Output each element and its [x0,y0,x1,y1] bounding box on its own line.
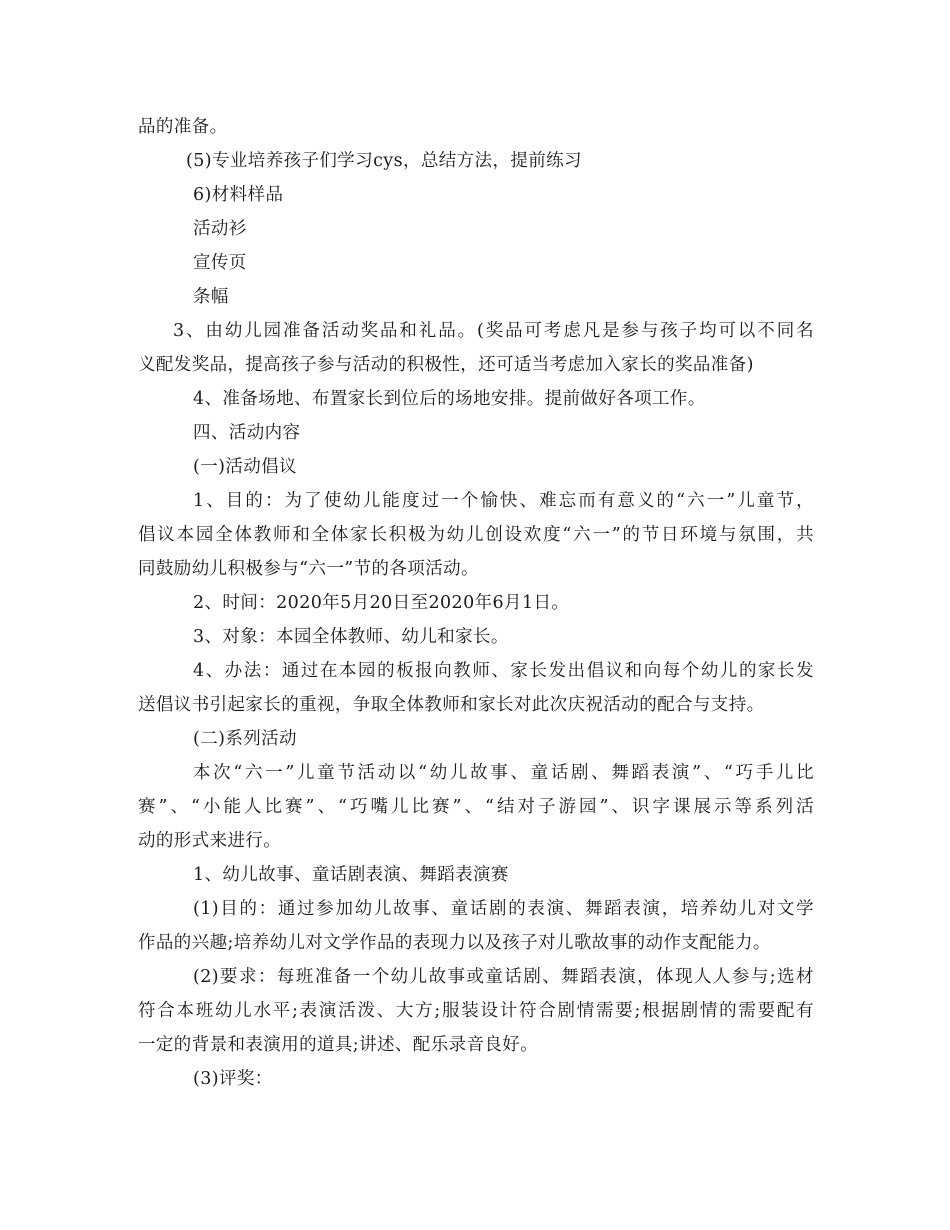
text-line: 1、目的：为了使幼儿能度过一个愉快、难忘而有意义的“六一”儿童节， [193,491,814,511]
text-line: 宣传页 [193,253,247,273]
text-line: 4、准备场地、布置家长到位后的场地安排。提前做好各项工作。 [193,389,706,409]
text-line: (5)专业培养孩子们学习cys，总结方法，提前练习 [186,151,582,171]
text-line: 作品的兴趣;培养幼儿对文学作品的表现力以及孩子对儿歌故事的动作支配能力。 [138,933,771,953]
text-line: 赛”、“小能人比赛”、“巧嘴儿比赛”、“结对子游园”、识字课展示等系列活 [138,797,814,817]
text-line: (3)评奖： [193,1069,273,1089]
subsection-heading: (一)活动倡议 [193,457,297,477]
text-line: 符合本班幼儿水平;表演活泼、大方;服装设计符合剧情需要;根据剧情的需要配有 [138,1001,814,1021]
text-line: 送倡议书引起家长的重视，争取全体教师和家长对此次庆祝活动的配合与支持。 [138,695,765,715]
text-line: 倡议本园全体教师和全体家长积极为幼儿创设欢度“六一”的节日环境与氛围，共 [138,525,814,545]
text-line: 活动衫 [193,219,247,239]
text-line: (2)要求：每班准备一个幼儿故事或童话剧、舞蹈表演，体现人人参与;选材 [193,967,814,987]
text-line: 2、时间：2020年5月20日至2020年6月1日。 [193,593,570,613]
section-heading: 四、活动内容 [193,423,301,443]
text-line: 条幅 [193,287,229,307]
text-line: 6)材料样品 [193,185,284,205]
text-line: (1)目的：通过参加幼儿故事、童话剧的表演、舞蹈表演，培养幼儿对文学 [193,899,814,919]
text-line: 3、由幼儿园准备活动奖品和礼品。(奖品可考虑凡是参与孩子均可以不同名 [173,321,814,341]
text-line: 品的准备。 [138,117,228,137]
document-body [138,110,814,1096]
item-heading: 1、幼儿故事、童话剧表演、舞蹈表演赛 [193,865,509,885]
text-line: 同鼓励幼儿积极参与“六一”节的各项活动。 [138,559,479,579]
text-line: 一定的背景和表演用的道具;讲述、配乐录音良好。 [138,1035,539,1055]
text-line: 本次“六一”儿童节活动以“幼儿故事、童话剧、舞蹈表演”、“巧手儿比 [193,763,814,783]
subsection-heading: (二)系列活动 [193,729,297,749]
text-line: 3、对象：本园全体教师、幼儿和家长。 [193,627,509,647]
text-line: 4、办法：通过在本园的板报向教师、家长发出倡议和向每个幼儿的家长发 [193,661,814,681]
text-line: 义配发奖品，提高孩子参与活动的积极性，还可适当考虑加入家长的奖品准备) [138,355,754,375]
text-line: 动的形式来进行。 [138,831,282,851]
